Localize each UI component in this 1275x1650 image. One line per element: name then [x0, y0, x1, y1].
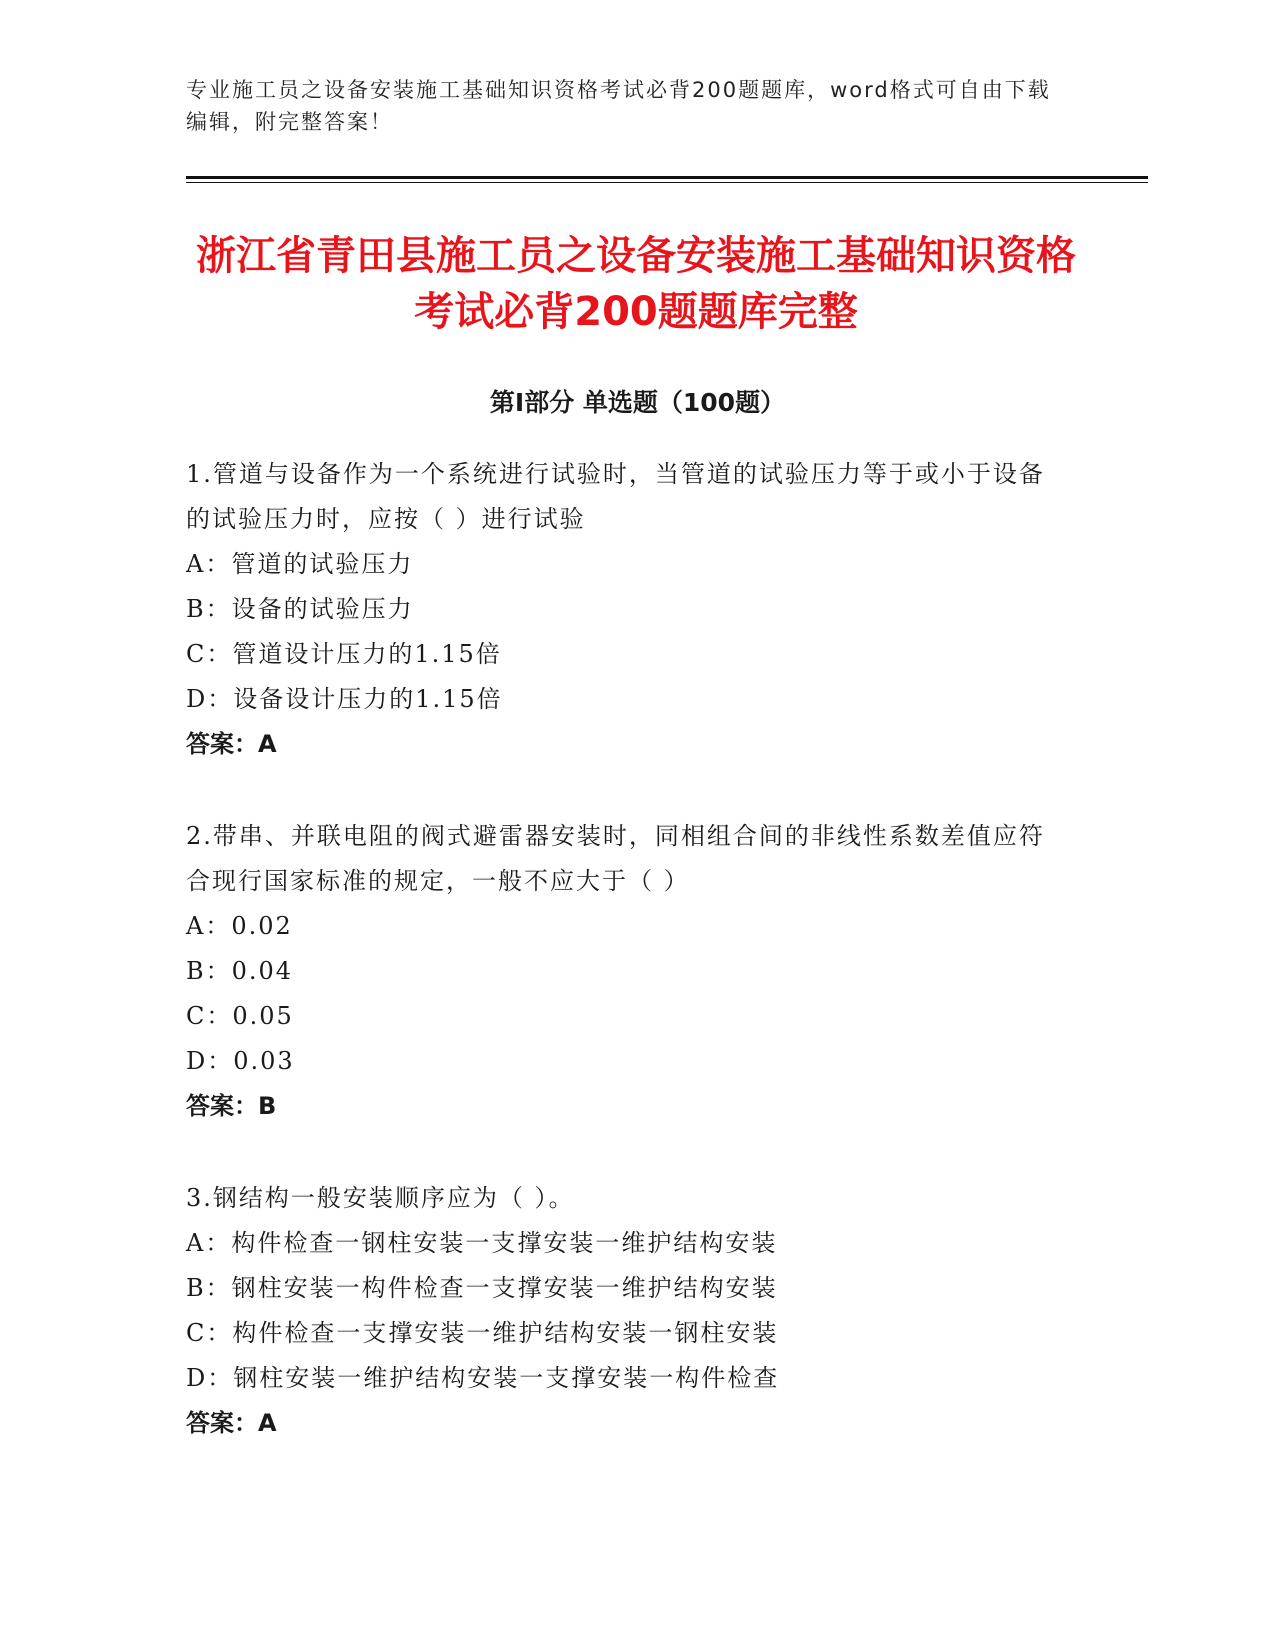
option-d: D：钢柱安装一维护结构安装一支撑安装一构件检查 — [186, 1364, 780, 1392]
option-b: B：设备的试验压力 — [186, 595, 414, 623]
option-d: D：0.03 — [186, 1047, 295, 1075]
answer: 答案：A — [186, 1409, 277, 1437]
option-c: C：构件检查一支撑安装一维护结构安装一钢柱安装 — [186, 1319, 779, 1347]
question-block — [186, 452, 1066, 767]
option-c: C：0.05 — [186, 1002, 294, 1030]
option-a: A：0.02 — [186, 912, 293, 940]
question-stem: 2.带串、并联电阻的阀式避雷器安装时，同相组合间的非线性系数差值应符合现行国家标准的规定，一般不应大于（ ） — [186, 822, 1045, 895]
question-stem: 3.钢结构一般安装顺序应为（ ）。 — [186, 1184, 575, 1212]
option-b: B：钢柱安装一构件检查一支撑安装一维护结构安装 — [186, 1274, 778, 1302]
question-block — [186, 1176, 1066, 1446]
option-b: B：0.04 — [186, 957, 294, 985]
header-note: 专业施工员之设备安装施工基础知识资格考试必背200题题库，word格式可自由下载编辑，附完整答案！ — [186, 78, 1051, 134]
section-title: 第I部分 单选题（100题） — [489, 388, 786, 417]
question-block — [186, 814, 1066, 1129]
option-d: D：设备设计压力的1.15倍 — [186, 685, 503, 713]
answer: 答案：A — [186, 730, 277, 758]
document-title: 浙江省青田县施工员之设备安装施工基础知识资格考试必背200题题库完整 — [196, 233, 1076, 335]
question-stem: 1.管道与设备作为一个系统进行试验时，当管道的试验压力等于或小于设备的试验压力时，应按（ ）进行试验 — [186, 460, 1045, 533]
header-divider-thin — [186, 182, 1148, 183]
option-a: A：管道的试验压力 — [186, 550, 414, 578]
answer: 答案：B — [186, 1092, 277, 1120]
header-divider-thick — [186, 176, 1148, 179]
option-c: C：管道设计压力的1.15倍 — [186, 640, 502, 668]
option-a: A：构件检查一钢柱安装一支撑安装一维护结构安装 — [186, 1229, 778, 1257]
